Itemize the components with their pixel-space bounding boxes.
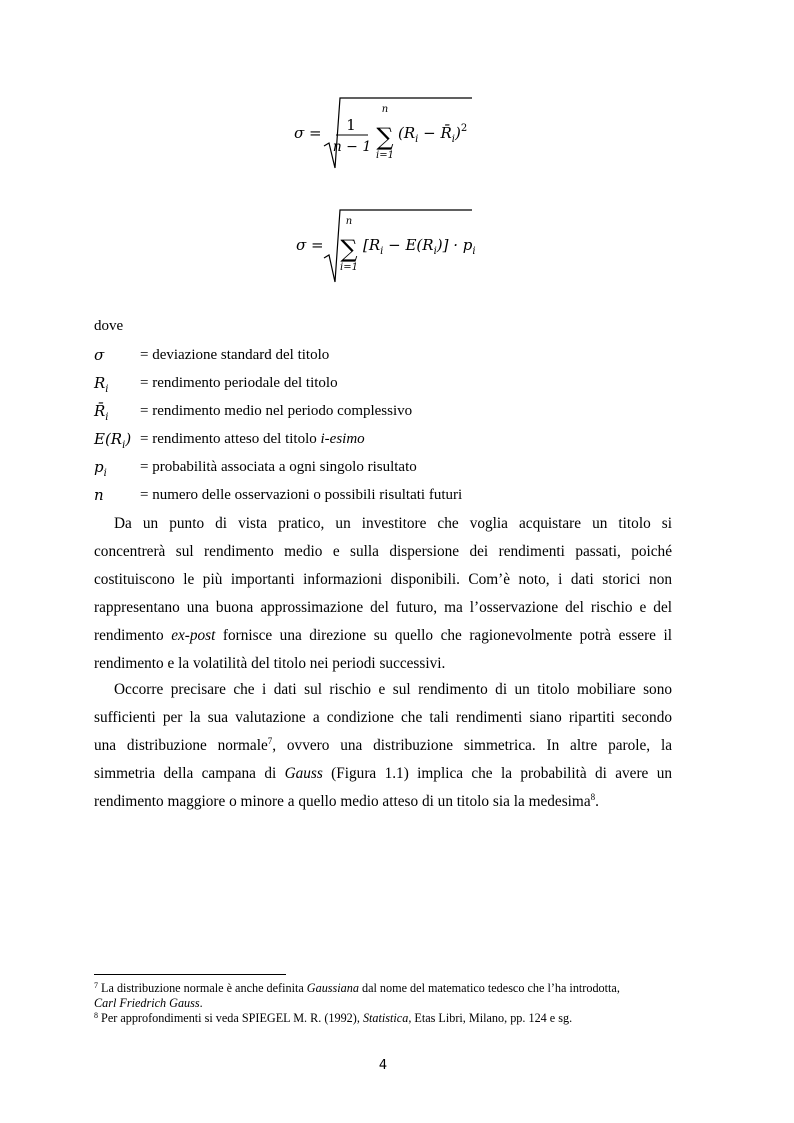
formula-standard-deviation-expected — [290, 200, 480, 290]
paragraph-line: rendimento e la volatilità del titolo nei periodi successivi. — [94, 655, 446, 672]
formula-standard-deviation-sample — [288, 88, 478, 178]
variable-definition: = rendimento periodale del titolo — [140, 375, 338, 391]
variable-definition: = deviazione standard del titolo — [140, 347, 330, 363]
paragraph-line: rappresentano una buona approssimazione del futuro, ma l’osservazione del rischio e del — [94, 599, 672, 616]
paragraph-line: concentrerà sul rendimento medio e sulla dispersione dei rendimenti passati, poiché — [94, 543, 672, 560]
sum-lower-limit: i=1 — [376, 150, 394, 161]
paragraph-line: rendimento ex-post fornisce una direzione su quello che ragionevolmente potrà essere il — [94, 627, 672, 644]
sum-upper-limit: n — [345, 216, 353, 227]
dove-label: dove — [94, 318, 124, 334]
paragraph-line: simmetria della campana di Gauss (Figura 1.1) implica che la probabilità di avere un — [94, 765, 672, 782]
footnote-ref-8[interactable]: 8 — [590, 792, 596, 802]
sum-lower-limit: i=1 — [340, 262, 358, 273]
sum-upper-limit: n — [381, 104, 389, 115]
paragraph-line: Occorre precisare che i dati sul rischio e sul rendimento di un titolo mobiliare sono — [114, 681, 672, 698]
paragraph-practical-view — [94, 510, 672, 678]
variable-symbol: $R_i$ — [94, 374, 109, 395]
paragraph-line: sufficienti per la sua valutazione a condizione che tali rendimenti siano ripartiti secondo — [94, 709, 672, 726]
formula1-lhs: σ = — [294, 124, 322, 142]
formula1-term: ($R_i$ − $R̄_i)^2$ — [398, 123, 468, 145]
fraction-numerator: 1 — [346, 116, 356, 134]
page-number: 4 — [378, 1058, 388, 1073]
footnote-ref-7[interactable]: 7 — [267, 736, 273, 746]
variable-definition: = rendimento medio nel periodo complessivo — [140, 403, 413, 419]
paragraph-line: costituiscono le più importanti informazioni disponibili. Com’è noto, i dati storici non — [94, 571, 672, 588]
footnote-separator — [94, 974, 286, 975]
variable-symbol: $E(R_i)$ — [94, 430, 132, 451]
formula2-lhs: σ = — [296, 236, 324, 254]
variable-symbol: σ — [94, 346, 105, 364]
footnote-7-continued: Carl Friedrich Gauss. — [94, 996, 203, 1010]
formula2-term: $[R_i - E(R_i)] \cdot p_i$ — [363, 236, 476, 257]
variable-definition: = probabilità associata a ogni singolo risultato — [140, 459, 417, 475]
fraction-denominator: n − 1 — [332, 139, 372, 155]
variable-symbol: $p_i$ — [94, 458, 107, 479]
paragraph-line: rendimento maggiore o minore a quello medio atteso di un titolo sia la medesima$^8$. — [94, 792, 599, 810]
footnote-7: $^7$ La distribuzione normale è anche definita Gaussiana dal nome del matematico tedesco che l’ha introdotta, — [94, 981, 620, 995]
paragraph-line: una distribuzione normale$^7$, ovvero una distribuzione simmetrica. In altre parole, la — [94, 736, 672, 754]
footnotes — [94, 981, 674, 1026]
sum-sign: ∑ — [376, 123, 394, 151]
paragraph-normal-distribution — [94, 676, 672, 816]
variable-definition: = numero delle osservazioni o possibili risultati futuri — [140, 487, 463, 503]
paragraph-line: Da un punto di vista pratico, un investitore che voglia acquistare un titolo si — [114, 515, 672, 532]
variable-definition: = rendimento atteso del titolo i-esimo — [140, 431, 365, 447]
sum-sign: ∑ — [340, 235, 358, 263]
variable-symbol: n — [94, 486, 104, 504]
variable-symbol: $R̄_i$ — [94, 402, 109, 423]
footnote-8: $^8$ Per approfondimenti si veda SPIEGEL M. R. (1992), Statistica, Etas Libri, Milano, pp. 124 e sg. — [94, 1011, 573, 1025]
